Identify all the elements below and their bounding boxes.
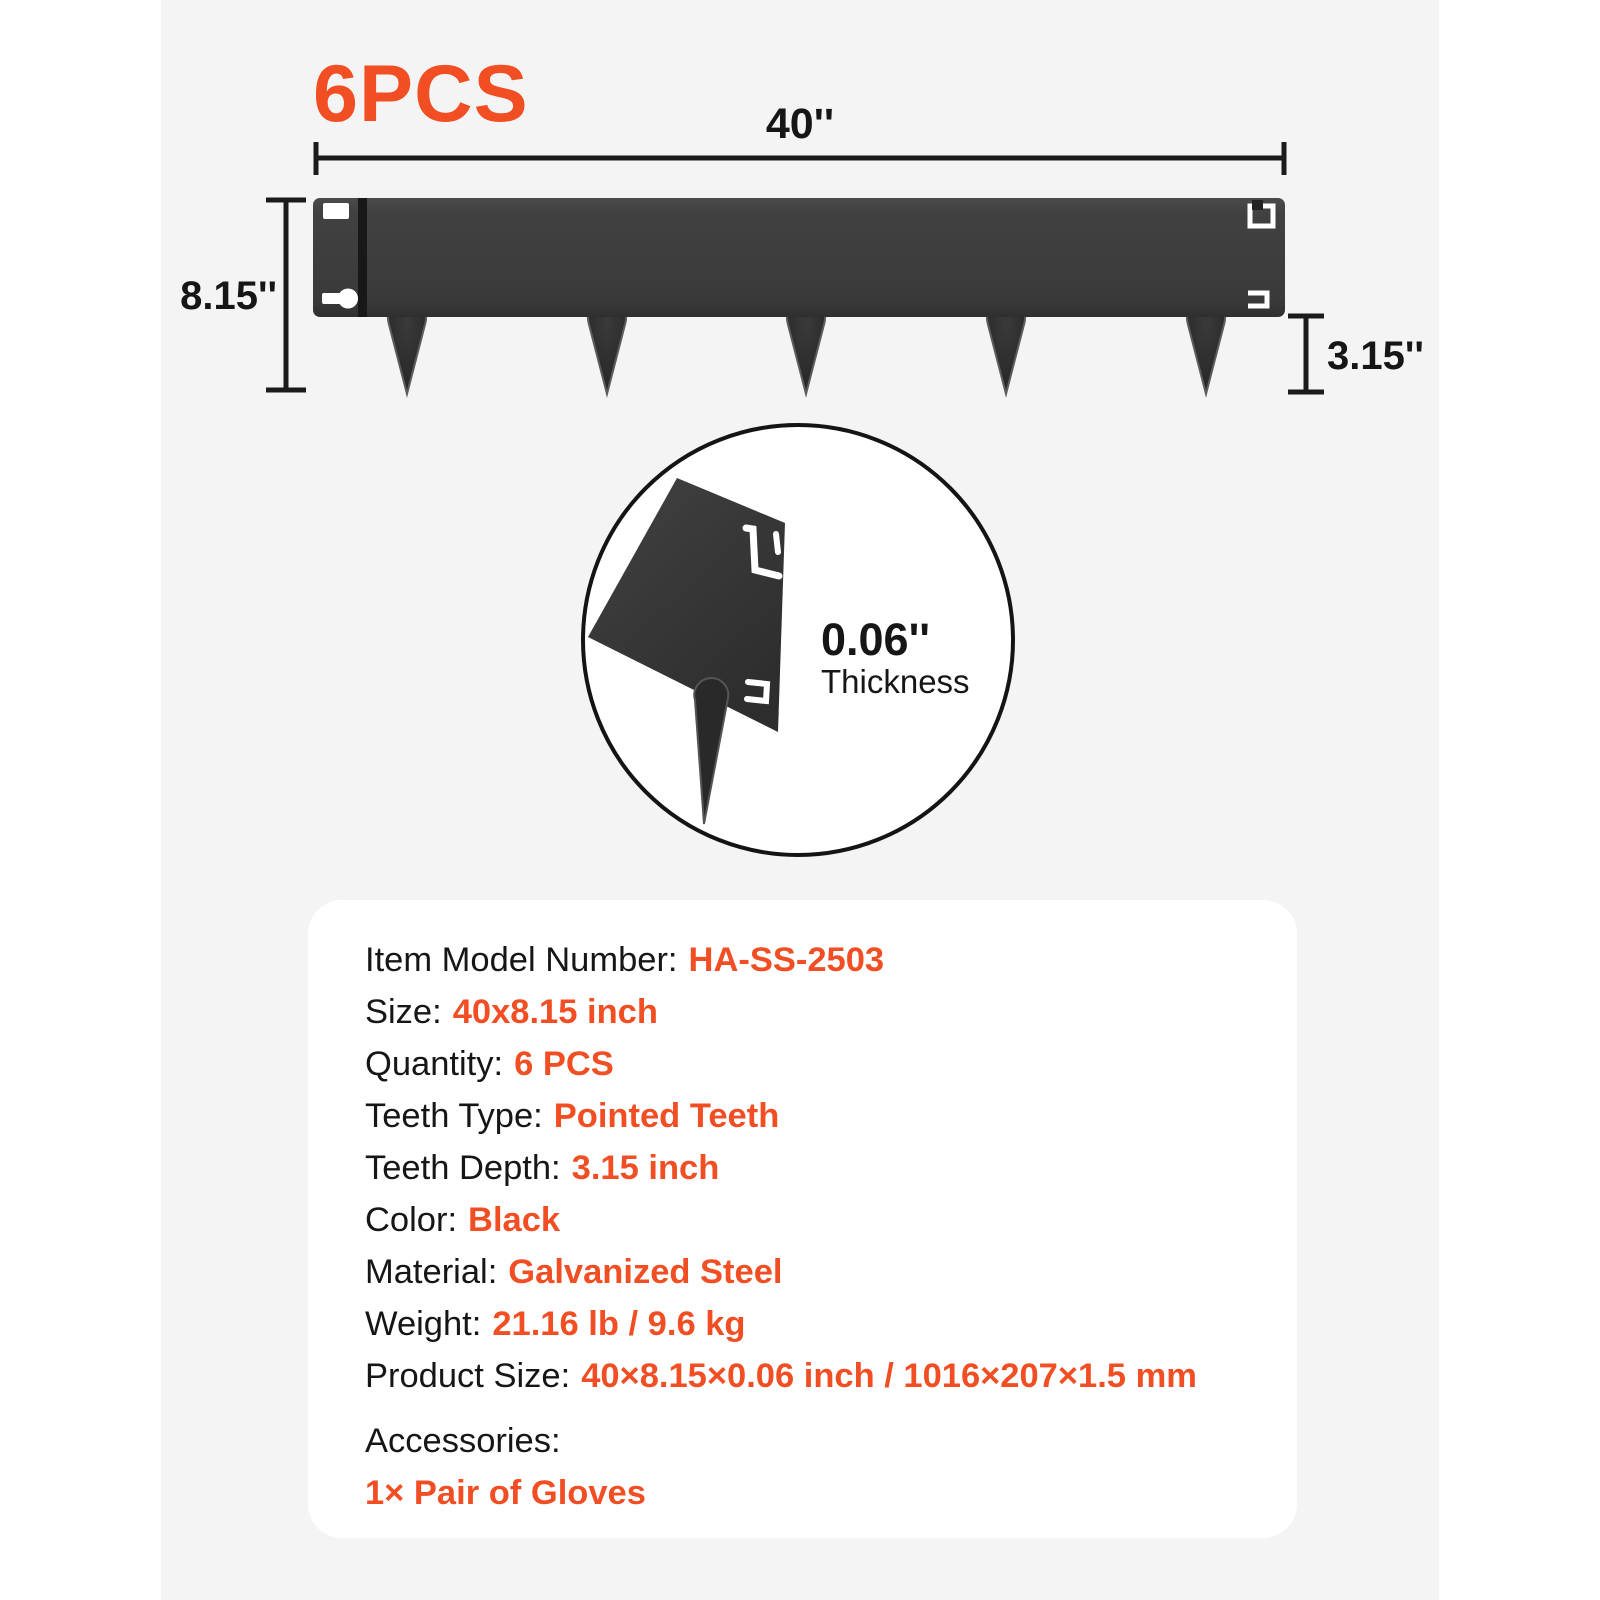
spec-label: Teeth Type: [365, 1097, 543, 1135]
spec-value: HA-SS-2503 [688, 941, 885, 979]
spec-label: Quantity: [365, 1045, 504, 1083]
spec-label: Teeth Depth: [365, 1149, 561, 1187]
spec-value: 21.16 lb / 9.6 kg [492, 1305, 746, 1343]
spec-label: Accessories: [365, 1422, 561, 1460]
thickness-caption-label: Thickness [821, 663, 970, 700]
spec-label: Weight: [365, 1305, 482, 1343]
spec-value: Black [468, 1201, 561, 1239]
spec-row-material [365, 1246, 1267, 1298]
spec-row-weight [365, 1298, 1267, 1350]
teeth-depth-dimension-line [1288, 316, 1324, 392]
spec-label: Size: [365, 993, 442, 1031]
spec-row-color [365, 1194, 1267, 1246]
spec-row-quantity [365, 1038, 1267, 1090]
height-dimension-label: 8.15'' [180, 274, 277, 318]
width-dimension-label: 40'' [765, 100, 835, 148]
edging-strip [313, 198, 1285, 394]
spec-value: Galvanized Steel [508, 1253, 783, 1291]
spec-row-teeth-type [365, 1090, 1267, 1142]
spec-value: 40x8.15 inch [452, 993, 658, 1031]
spec-value: 3.15 inch [571, 1149, 720, 1187]
spec-value: 6 PCS [514, 1045, 614, 1083]
square-hole [323, 203, 349, 219]
spec-value: Pointed Teeth [553, 1097, 780, 1135]
spec-value: 1× Pair of Gloves [365, 1474, 646, 1512]
thickness-detail-circle [583, 425, 1013, 855]
teeth-depth-dimension-label: 3.15'' [1327, 334, 1424, 378]
spec-row-size [365, 986, 1267, 1038]
spec-label: Item Model Number: [365, 941, 678, 979]
spec-row-accessory-item [365, 1467, 1267, 1519]
connector-seam [358, 198, 367, 317]
spec-label: Product Size: [365, 1357, 571, 1395]
strip-face [313, 198, 1285, 317]
spec-row-teeth-depth [365, 1142, 1267, 1194]
spec-row-product-size [365, 1350, 1267, 1402]
spec-card [308, 900, 1297, 1538]
product-quantity-title: 6PCS [313, 49, 529, 139]
spec-row-model [365, 934, 1267, 986]
thickness-value-label: 0.06'' [821, 614, 930, 665]
spec-label: Color: [365, 1201, 458, 1239]
spec-label: Material: [365, 1253, 498, 1291]
spec-value: 40×8.15×0.06 inch / 1016×207×1.5 mm [581, 1357, 1197, 1395]
spec-row-accessories [365, 1415, 1267, 1467]
